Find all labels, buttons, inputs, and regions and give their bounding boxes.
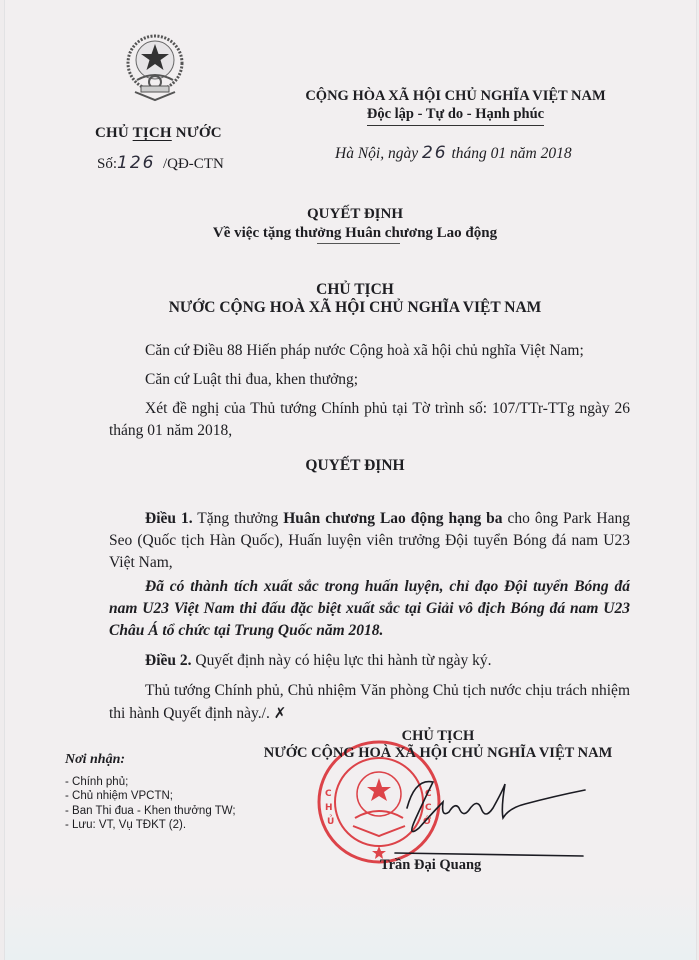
preamble-law: Căn cứ Luật thi đua, khen thưởng; bbox=[145, 371, 359, 388]
recipient-item: - Lưu: VT, Vụ TĐKT (2). bbox=[65, 818, 187, 831]
recipient-item: - Ban Thi đua - Khen thưởng TW; bbox=[65, 804, 236, 817]
svg-text:Ủ: Ủ bbox=[327, 817, 335, 827]
award-name: Huân chương Lao động hạng ba bbox=[283, 510, 503, 527]
authority-title: CHỦ TỊCH bbox=[316, 281, 394, 298]
closing-clause: Thủ tướng Chính phủ, Chủ nhiệm Văn phòng Chủ tịch nước chịu trách nhiệm thi hành Quyết định này./. ✗ bbox=[109, 682, 630, 722]
signer-name: Trần Đại Quang bbox=[380, 857, 482, 873]
signer-office: NƯỚC CỘNG HOÀ XÃ HỘI CHỦ NGHĨA VIỆT NAM bbox=[263, 745, 613, 761]
handwritten-number: 126 bbox=[117, 153, 156, 173]
document-type-heading: QUYẾT ĐỊNH bbox=[307, 206, 403, 222]
recipients-list bbox=[65, 775, 236, 832]
document-number: Số:126 /QĐ-CTN bbox=[97, 153, 224, 173]
national-motto: Độc lập - Tự do - Hạnh phúc bbox=[283, 106, 628, 123]
svg-text:C: C bbox=[425, 803, 432, 813]
svg-text:H: H bbox=[325, 803, 333, 813]
handwritten-signature-icon bbox=[385, 768, 605, 868]
recipient-item: - Chủ nhiệm VPCTN; bbox=[65, 790, 174, 803]
document-subject: Về việc tặng thưởng Huân chương Lao động bbox=[75, 225, 635, 242]
svg-text:C: C bbox=[425, 789, 432, 799]
recipient-item: - Chính phủ; bbox=[65, 776, 129, 788]
recipients-title: Nơi nhận: bbox=[65, 752, 126, 767]
initial-mark-icon: ✗ bbox=[273, 704, 287, 722]
issue-date: Hà Nội, ngày 26 tháng 01 năm 2018 bbox=[335, 143, 572, 163]
article-2: Điều 2. Quyết định này có hiệu lực thi hành từ ngày ký. bbox=[145, 652, 492, 669]
handwritten-day: 26 bbox=[421, 143, 448, 163]
decision-heading: QUYẾT ĐỊNH bbox=[305, 457, 405, 474]
preamble-proposal: Xét đề nghị của Thủ tướng Chính phủ tại Tờ trình số: 107/TTr-TTg ngày 26 tháng 01 năm 2018, bbox=[109, 400, 630, 439]
article-1-citation: Đã có thành tích xuất sắc trong huấn luyện, chỉ đạo Đội tuyển Bóng đá nam U23 Việt Nam thi đấu đặc biệt xuất sắc tại Giải vô địch Bóng đá nam U23 Châu Á tổ chức tại Trung Quốc năm 2018. bbox=[109, 578, 630, 639]
svg-text:C: C bbox=[325, 789, 332, 799]
national-emblem-icon bbox=[115, 30, 195, 104]
document-page bbox=[4, 0, 697, 960]
nation-name: CỘNG HÒA XÃ HỘI CHỦ NGHĨA VIỆT NAM bbox=[305, 88, 606, 104]
preamble-constitution: Căn cứ Điều 88 Hiến pháp nước Cộng hoà xã hội chủ nghĩa Việt Nam; bbox=[145, 342, 584, 359]
svg-text:Ớ: Ớ bbox=[423, 817, 431, 827]
article-1: Điều 1. Tặng thưởng Huân chương Lao động hạng ba cho ông Park Hang Seo (Quốc tịch Hàn Quốc), Huấn luyện viên trưởng Đội tuyển Bóng đá nam U23 Việt Nam, bbox=[109, 510, 630, 571]
authority-country: NƯỚC CỘNG HOÀ XÃ HỘI CHỦ NGHĨA VIỆT NAM bbox=[168, 299, 542, 316]
signer-title: CHỦ TỊCH bbox=[401, 728, 475, 744]
issuer-name: CHỦ TỊCH NƯỚC bbox=[95, 125, 222, 141]
